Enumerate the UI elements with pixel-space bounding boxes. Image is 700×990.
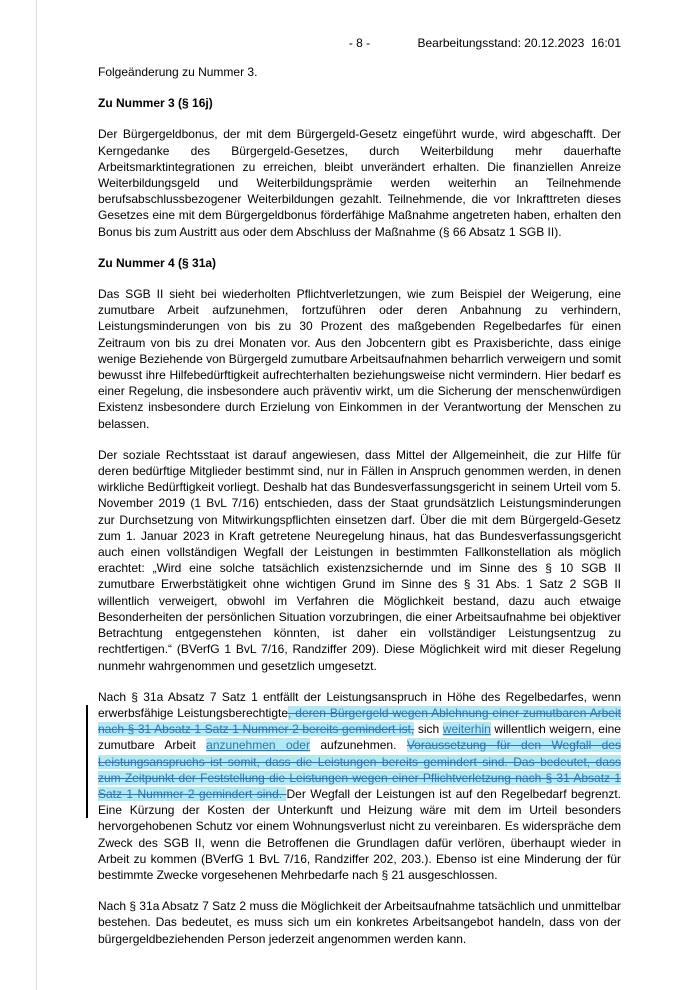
text-run: Das SGB II sieht bei wiederholten Pflichtverletzungen, wie zum Beispiel der Weigerung, eine zumutbare Arbeit aufzunehmen, fortzuführen oder deren Anbahnung zu verhindern, Leistungsminderungen von bis zu 30 Prozent des maßgebenden Regelbedarfes für einen Zeitraum von bis zu drei Monaten vor. Aus den Jobcentern gibt es Praxisberichte, dass einige wenige Beziehende von Bürgergeld zumutbare Arbeitsaufnahmen beharrlich verweigern und somit bewusst ihre Hilfebedürftigkeit aufrechterhalten beziehungsweise nicht vermindern. Hier bedarf es einer Regelung, die insbesondere auch präventiv wirkt, um die Sicherung der menschenwürdigen Existenz insbesondere durch Erzielung von Einkommen in der Verantwortung der Menschen zu belassen. xyxy=(98,287,621,431)
text-run: Nach § 31a Absatz 7 Satz 1 entfällt der Leistungsanspruch in Höhe des Regelbedarfes, wenn erwerbsfähige Leistungsberechtigte xyxy=(98,689,621,720)
text-run: Zu Nummer 4 (§ 31a) xyxy=(98,255,217,270)
page-number: - 8 - xyxy=(348,36,371,50)
text-run: Der soziale Rechtsstaat ist darauf angewiesen, dass Mittel der Allgemeinheit, die zur Hilfe für deren bedürftige Mitglieder bestimmt sind, nur in Fällen in Anspruch genommen werden, in denen wirkliche Bedürftigkeit vorliegt. Deshalb hat das Bundesverfassungsgericht in seinem Urteil vom 5. November 2019 (1 BvL 7/16) entschieden, dass der Staat grundsätzlich Leistungsminderungen zur Durchsetzung von Mitwirkungspflichten einsetzen darf. Über die mit dem Bürgergeld-Gesetz zum 1. Januar 2023 in Kraft getretene Neuregelung hinaus, hat das Bundesverfassungsgericht auch einen vollständigen Wegfall der Leistungen in bestimmten Fallkonstellation als möglich erachtet: „Wird eine solche tatsächlich existenzsichernde und im Sinne des § 10 SGB II zumutbare Erwerbstätigkeit ohne wichtigen Grund im Sinne des § 31 Abs. 1 Satz 2 SGB II willentlich verweigert, obwohl im Verfahren die Möglichkeit bestand, dazu auch etwaige Besonderheiten der persönlichen Situation vorzubringen, die einer Arbeitsaufnahme bei objektiver Betrachtung entgegenstehen könnten, ist daher ein vollständiger Leistungsentzug zu rechtfertigen.“ (BVerfG 1 BvL 7/16, Randziffer 209). Diese Möglichkeit wird mit dieser Regelung nunmehr wahrgenommen und gesetzlich umgesetzt. xyxy=(98,447,621,673)
deleted-text: Voraussetzung für den Wegfall des Leistungsanspruchs ist somit, dass die Leistungen bereits gemindert sind. Das bedeutet, dass zum Zeitpunkt der Feststellung die Leistungen wegen einer Pflichtverletzung nach § 31 Absatz 1 Satz 1 Nummer 2 gemindert sind. xyxy=(98,738,621,801)
page-edge-line xyxy=(36,0,37,990)
text-run: willentlich weigern, eine zumutbare Arbeit xyxy=(98,722,621,753)
inserted-text: weiterhin xyxy=(442,722,491,737)
text-run: Nach § 31a Absatz 7 Satz 2 muss die Möglichkeit der Arbeitsaufnahme tatsächlich und unmittelbar bestehen. Das bedeutet, es muss sich um ein konkretes Arbeitsangebot handeln, dass von der bürgergeldbeziehenden Person jederzeit angenommen werden kann. xyxy=(98,899,621,946)
deleted-text: , deren Bürgergeld wegen Ablehnung einer zumutbaren Arbeit nach § 31 Absatz 1 Satz 1 Nummer 2 bereits gemindert ist, xyxy=(98,705,621,737)
text-run: Zu Nummer 3 (§ 16j) xyxy=(98,96,213,111)
inserted-text: anzunehmen oder xyxy=(206,738,310,753)
editing-status: Bearbeitungsstand: 20.12.2023 16:01 xyxy=(417,36,621,50)
section-heading xyxy=(98,95,621,111)
section-heading xyxy=(98,255,621,271)
paragraph xyxy=(98,286,621,432)
text-run: Der Wegfall der Leistungen ist auf den Regelbedarf begrenzt. Eine Kürzung der Kosten der Unterkunft und Heizung wäre mit dem im Urteil besonders hervorgehobenen Schutz vor einem Wohnungsverlust nicht zu vereinbaren. Es widerspräche dem Zweck des SGB II, wenn die Betroffenen die Grundlagen dafür verlören, überhaupt wieder in Arbeit zu kommen (BVerfG 1 BvL 7/16, Randziffer 202, 203.). Ebenso ist eine Minderung der für bestimmte Zwecke vorgesehenen Mehrbedarfe nach § 21 ausgeschlossen. xyxy=(98,786,622,882)
paragraph xyxy=(98,64,621,80)
paragraph xyxy=(98,689,621,883)
text-run: Der Bürgergeldbonus, der mit dem Bürgergeld-Gesetz eingeführt wurde, wird abgeschafft. Der Kerngedanke des Bürgergeld-Gesetzes, durch Weiterbildung mehr dauerhafte Arbeitsmarktintegrationen zu erreichen, bleibt unverändert erhalten. Die finanziellen Anreize Weiterbildungsgeld und Weiterbildungsprämie werden weiterhin an Teilnehmende berufsabschlussbezogener Weiterbildungen gezahlt. Teilnehmende, die vor Inkrafttreten dieses Gesetzes eine mit dem Bürgergeldbonus förderfähige Maßnahme angetreten haben, erhalten den Bonus bis zum Austritt aus oder dem Abschluss der Maßnahme (§ 66 Absatz 1 SGB II). xyxy=(98,127,621,239)
paragraph xyxy=(98,898,621,947)
change-bar xyxy=(86,705,88,818)
document-body xyxy=(98,64,621,962)
paragraph xyxy=(98,447,621,674)
text-run: aufzunehmen. xyxy=(309,738,407,753)
text-run: Folgeänderung zu Nummer 3. xyxy=(98,65,258,79)
page-header xyxy=(98,36,621,54)
paragraph xyxy=(98,126,621,239)
text-run: sich xyxy=(414,722,443,737)
